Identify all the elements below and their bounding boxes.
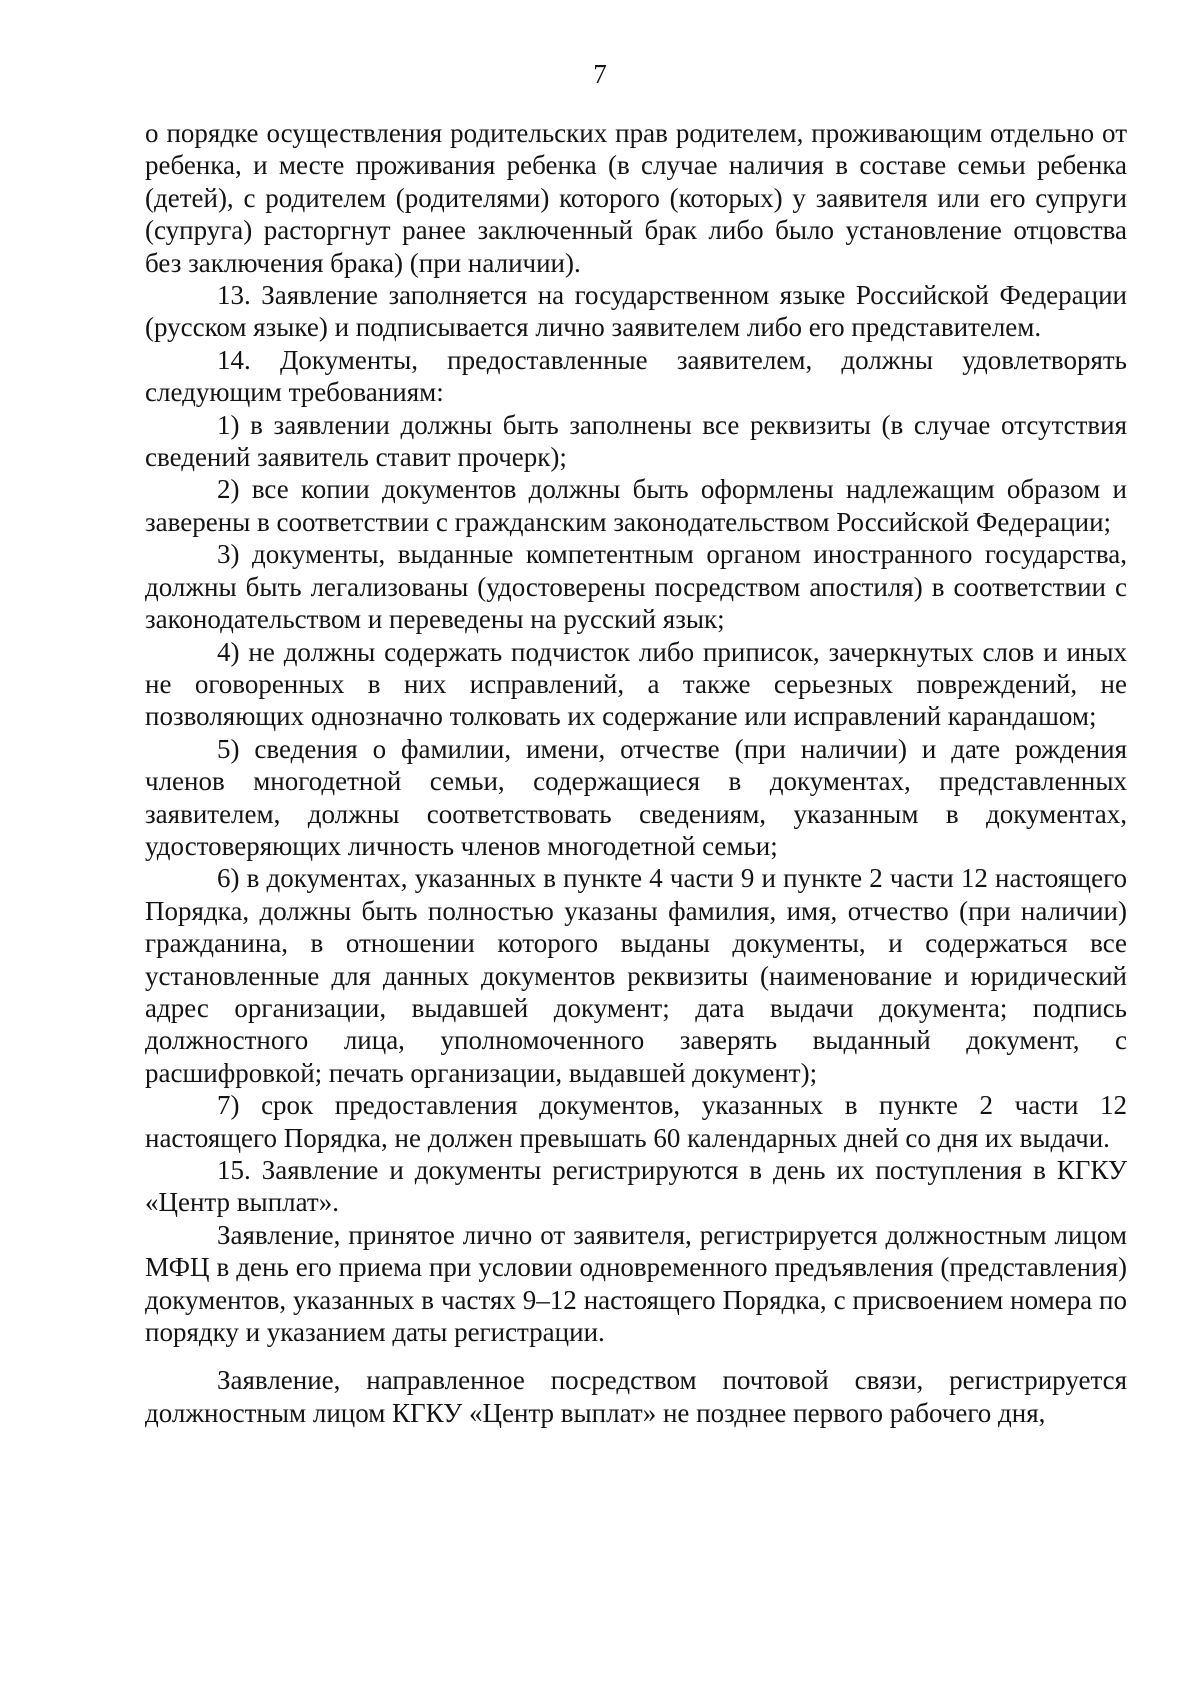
list-item-5: 5) сведения о фамилии, имени, отчестве (при наличии) и дате рождения членов многодетной семьи, содержащиеся в документах, представленных заявителем, должны соответствовать сведениям, указанным в документах, удостоверяющих личность членов многодетной семьи; [145,733,1127,861]
document-body [145,117,1127,1429]
list-item-3: 3) документы, выданные компетентным органом иностранного государства, должны быть легализованы (удостоверены посредством апостиля) в соответствии с законодательством и переведены на русский язык; [145,539,1127,635]
paragraph-item-13: 13. Заявление заполняется на государственном языке Российской Федерации (русском языке) и подписывается лично заявителем либо его представителем. [145,280,1127,343]
paragraph-in-person-registration: Заявление, принятое лично от заявителя, регистрируется должностным лицом МФЦ в день его приема при условии одновременного предъявления (представления) документов, указанных в частях 9–12 настоящего Порядка, с присвоением номера по порядку и указанием даты регистрации. [145,1219,1127,1348]
list-item-6: 6) в документах, указанных в пункте 4 части 9 и пункте 2 части 12 настоящего Порядка, должны быть полностью указаны фамилия, имя, отчество (при наличии) гражданина, в отношении которого выданы документы, и содержаться все установленные для данных документов реквизиты (наименование и юридический адрес организации, выдавшей документ; дата выдачи документа; подпись должностного лица, уполномоченного заверять выданный документ, с расшифровкой; печать организации, выдавшей документ); [145,863,1127,1088]
page-number: 7 [593,59,607,89]
paragraph-item-14: 14. Документы, предоставленные заявителем, должны удовлетворять следующим требованиям: [145,344,1127,408]
paragraph-item-15: 15. Заявление и документы регистрируются в день их поступления в КГКУ «Центр выплат». [145,1155,1127,1218]
list-item-1: 1) в заявлении должны быть заполнены все реквизиты (в случае отсутствия сведений заявитель ставит прочерк); [145,409,1127,473]
list-item-4: 4) не должны содержать подчисток либо приписок, зачеркнутых слов и иных не оговоренных в них исправлений, а также серьезных повреждений, не позволяющих однозначно толковать их содержание или исправлений карандашом; [145,636,1127,732]
paragraph-continuation: о порядке осуществления родительских прав родителем, проживающим отдельно от ребенка, и месте проживания ребенка (в случае наличия в составе семьи ребенка (детей), с родителем (родителями) которого (которых) у заявителя или его супруги (супруга) расторгнут ранее заключенный брак либо было установление отцовства без заключения брака) (при наличии). [145,118,1127,278]
list-item-7: 7) срок предоставления документов, указанных в пункте 2 части 12 настоящего Порядка, не должен превышать 60 календарных дней со дня их выдачи. [145,1090,1127,1153]
paragraph-postal-registration: Заявление, направленное посредством почтовой связи, регистрируется должностным лицом КГКУ «Центр выплат» не позднее первого рабочего дня, [145,1365,1127,1428]
list-item-2: 2) все копии документов должны быть оформлены надлежащим образом и заверены в соответствии с гражданским законодательством Российской Федерации; [145,474,1127,537]
